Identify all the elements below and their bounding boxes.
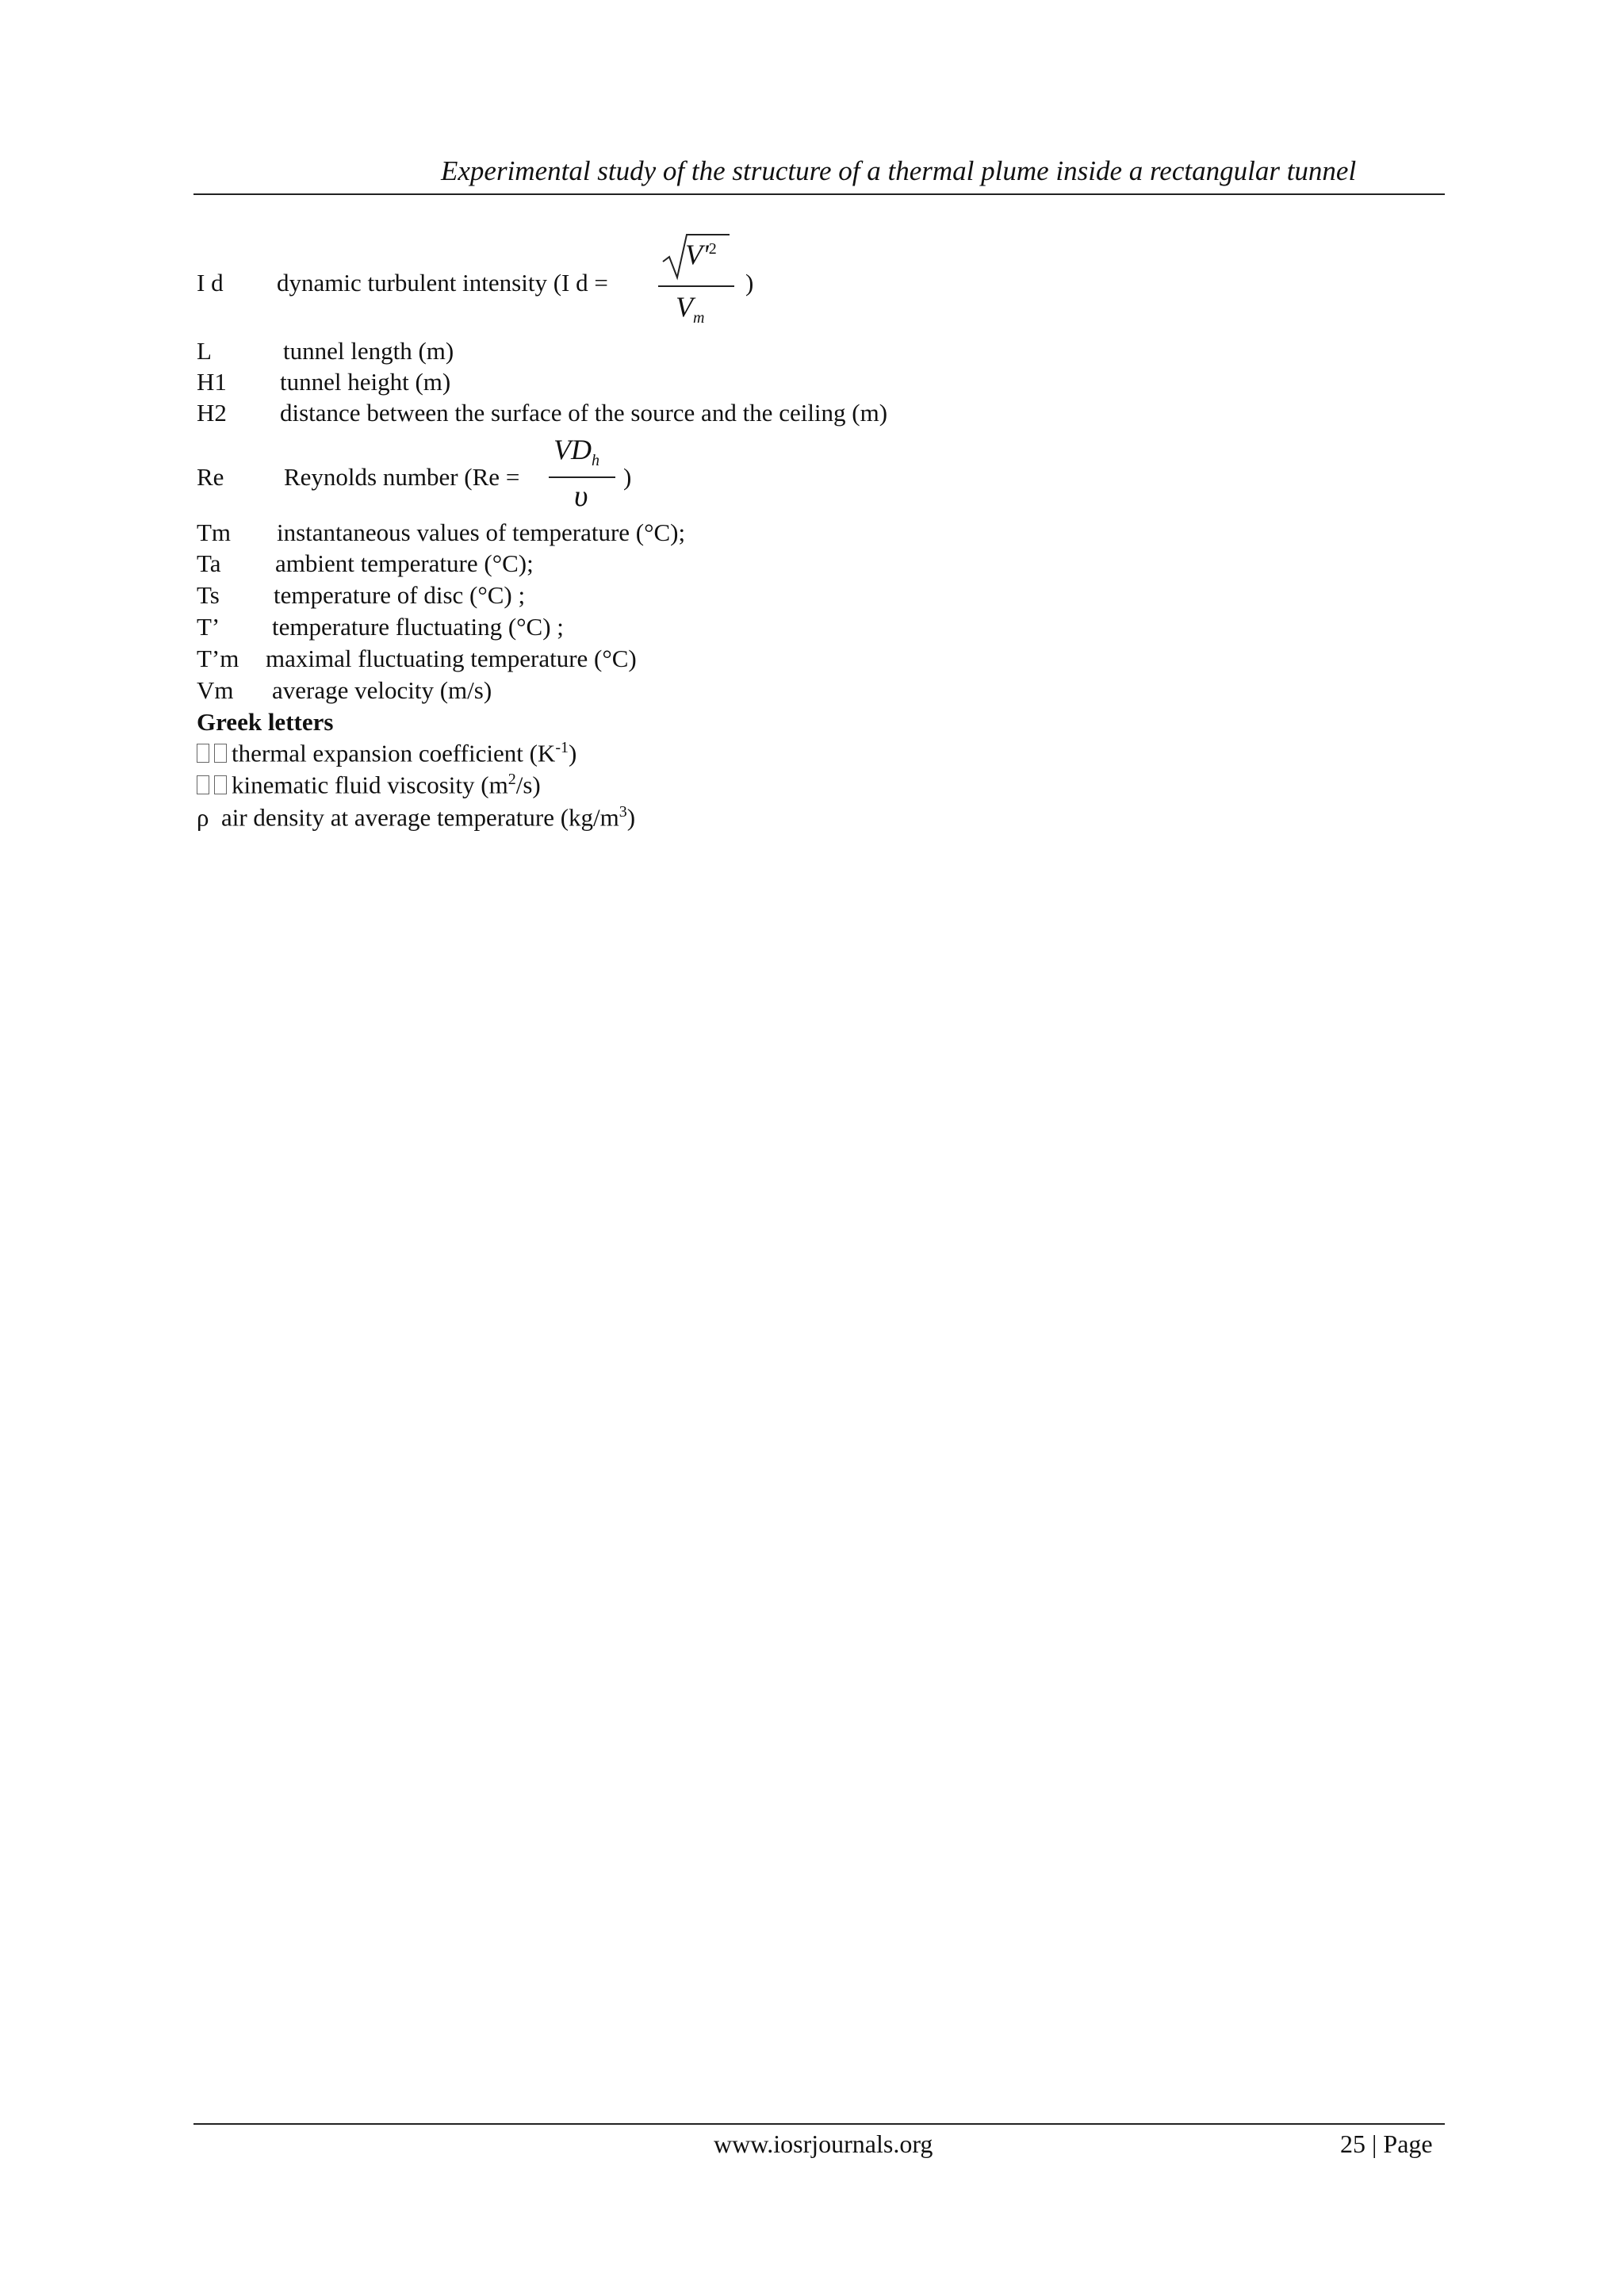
- footer-page-number: 25 | Page: [1340, 2130, 1433, 2158]
- missing-glyph-icon: [197, 775, 209, 794]
- greek-row-rho: ρ air density at average temperature $(kg/m^3)$: [197, 803, 636, 832]
- description-t-prime: temperature fluctuating (°C) ;: [272, 613, 564, 641]
- description-l: tunnel length (m): [283, 337, 454, 365]
- description-vm: average velocity (m/s): [272, 676, 492, 704]
- description-re: Reynolds number (Re =: [284, 463, 520, 491]
- symbol-ta: Ta: [197, 549, 221, 577]
- missing-glyph-icon: [214, 775, 227, 794]
- id-formula-numerator: $V'^2$: [685, 239, 717, 270]
- symbol-h2: H2: [197, 399, 227, 427]
- missing-glyph-icon: [197, 744, 209, 763]
- description-h1: tunnel height (m): [280, 368, 451, 396]
- symbol-ts: Ts: [197, 581, 220, 609]
- footer-rule: [193, 2123, 1445, 2125]
- re-fraction-line: [549, 476, 615, 478]
- description-ta: ambient temperature (°C);: [275, 549, 534, 577]
- symbol-id: I d: [197, 269, 224, 297]
- footer-website: www.iosrjournals.org: [714, 2130, 933, 2158]
- symbol-t-prime-m: T’m: [197, 645, 239, 672]
- description-id: dynamic turbulent intensity (I d =: [277, 269, 608, 297]
- symbol-re: Re: [197, 463, 224, 491]
- re-formula-numerator: $VD_h$: [553, 434, 599, 470]
- re-close-paren: ): [623, 463, 632, 491]
- description-h2: distance between the surface of the source and the ceiling (m): [280, 399, 888, 427]
- greek-letters-heading: Greek letters: [197, 708, 334, 736]
- symbol-h1: H1: [197, 368, 227, 396]
- re-formula-denominator: υ: [574, 480, 588, 513]
- id-close-paren: ): [745, 269, 754, 297]
- symbol-t-prime: T’: [197, 613, 220, 641]
- running-header-title: Experimental study of the structure of a thermal plume inside a rectangular tunnel: [441, 155, 1357, 186]
- greek-row-beta: thermal expansion coefficient $(K^{-1})$: [197, 739, 576, 767]
- symbol-tm: Tm: [197, 519, 232, 546]
- description-t-prime-m: maximal fluctuating temperature (°C): [266, 645, 637, 672]
- id-formula-denominator: $V_m$: [676, 291, 705, 327]
- id-fraction-line: [658, 285, 734, 287]
- description-ts: temperature of disc (°C) ;: [274, 581, 526, 609]
- description-tm: instantaneous values of temperature (°C);: [277, 519, 686, 546]
- symbol-l: L: [197, 337, 212, 365]
- greek-row-nu: kinematic fluid viscosity $(m^2/s)$: [197, 771, 541, 799]
- symbol-vm: Vm: [197, 676, 234, 704]
- missing-glyph-icon: [214, 744, 227, 763]
- header-rule: [193, 193, 1445, 195]
